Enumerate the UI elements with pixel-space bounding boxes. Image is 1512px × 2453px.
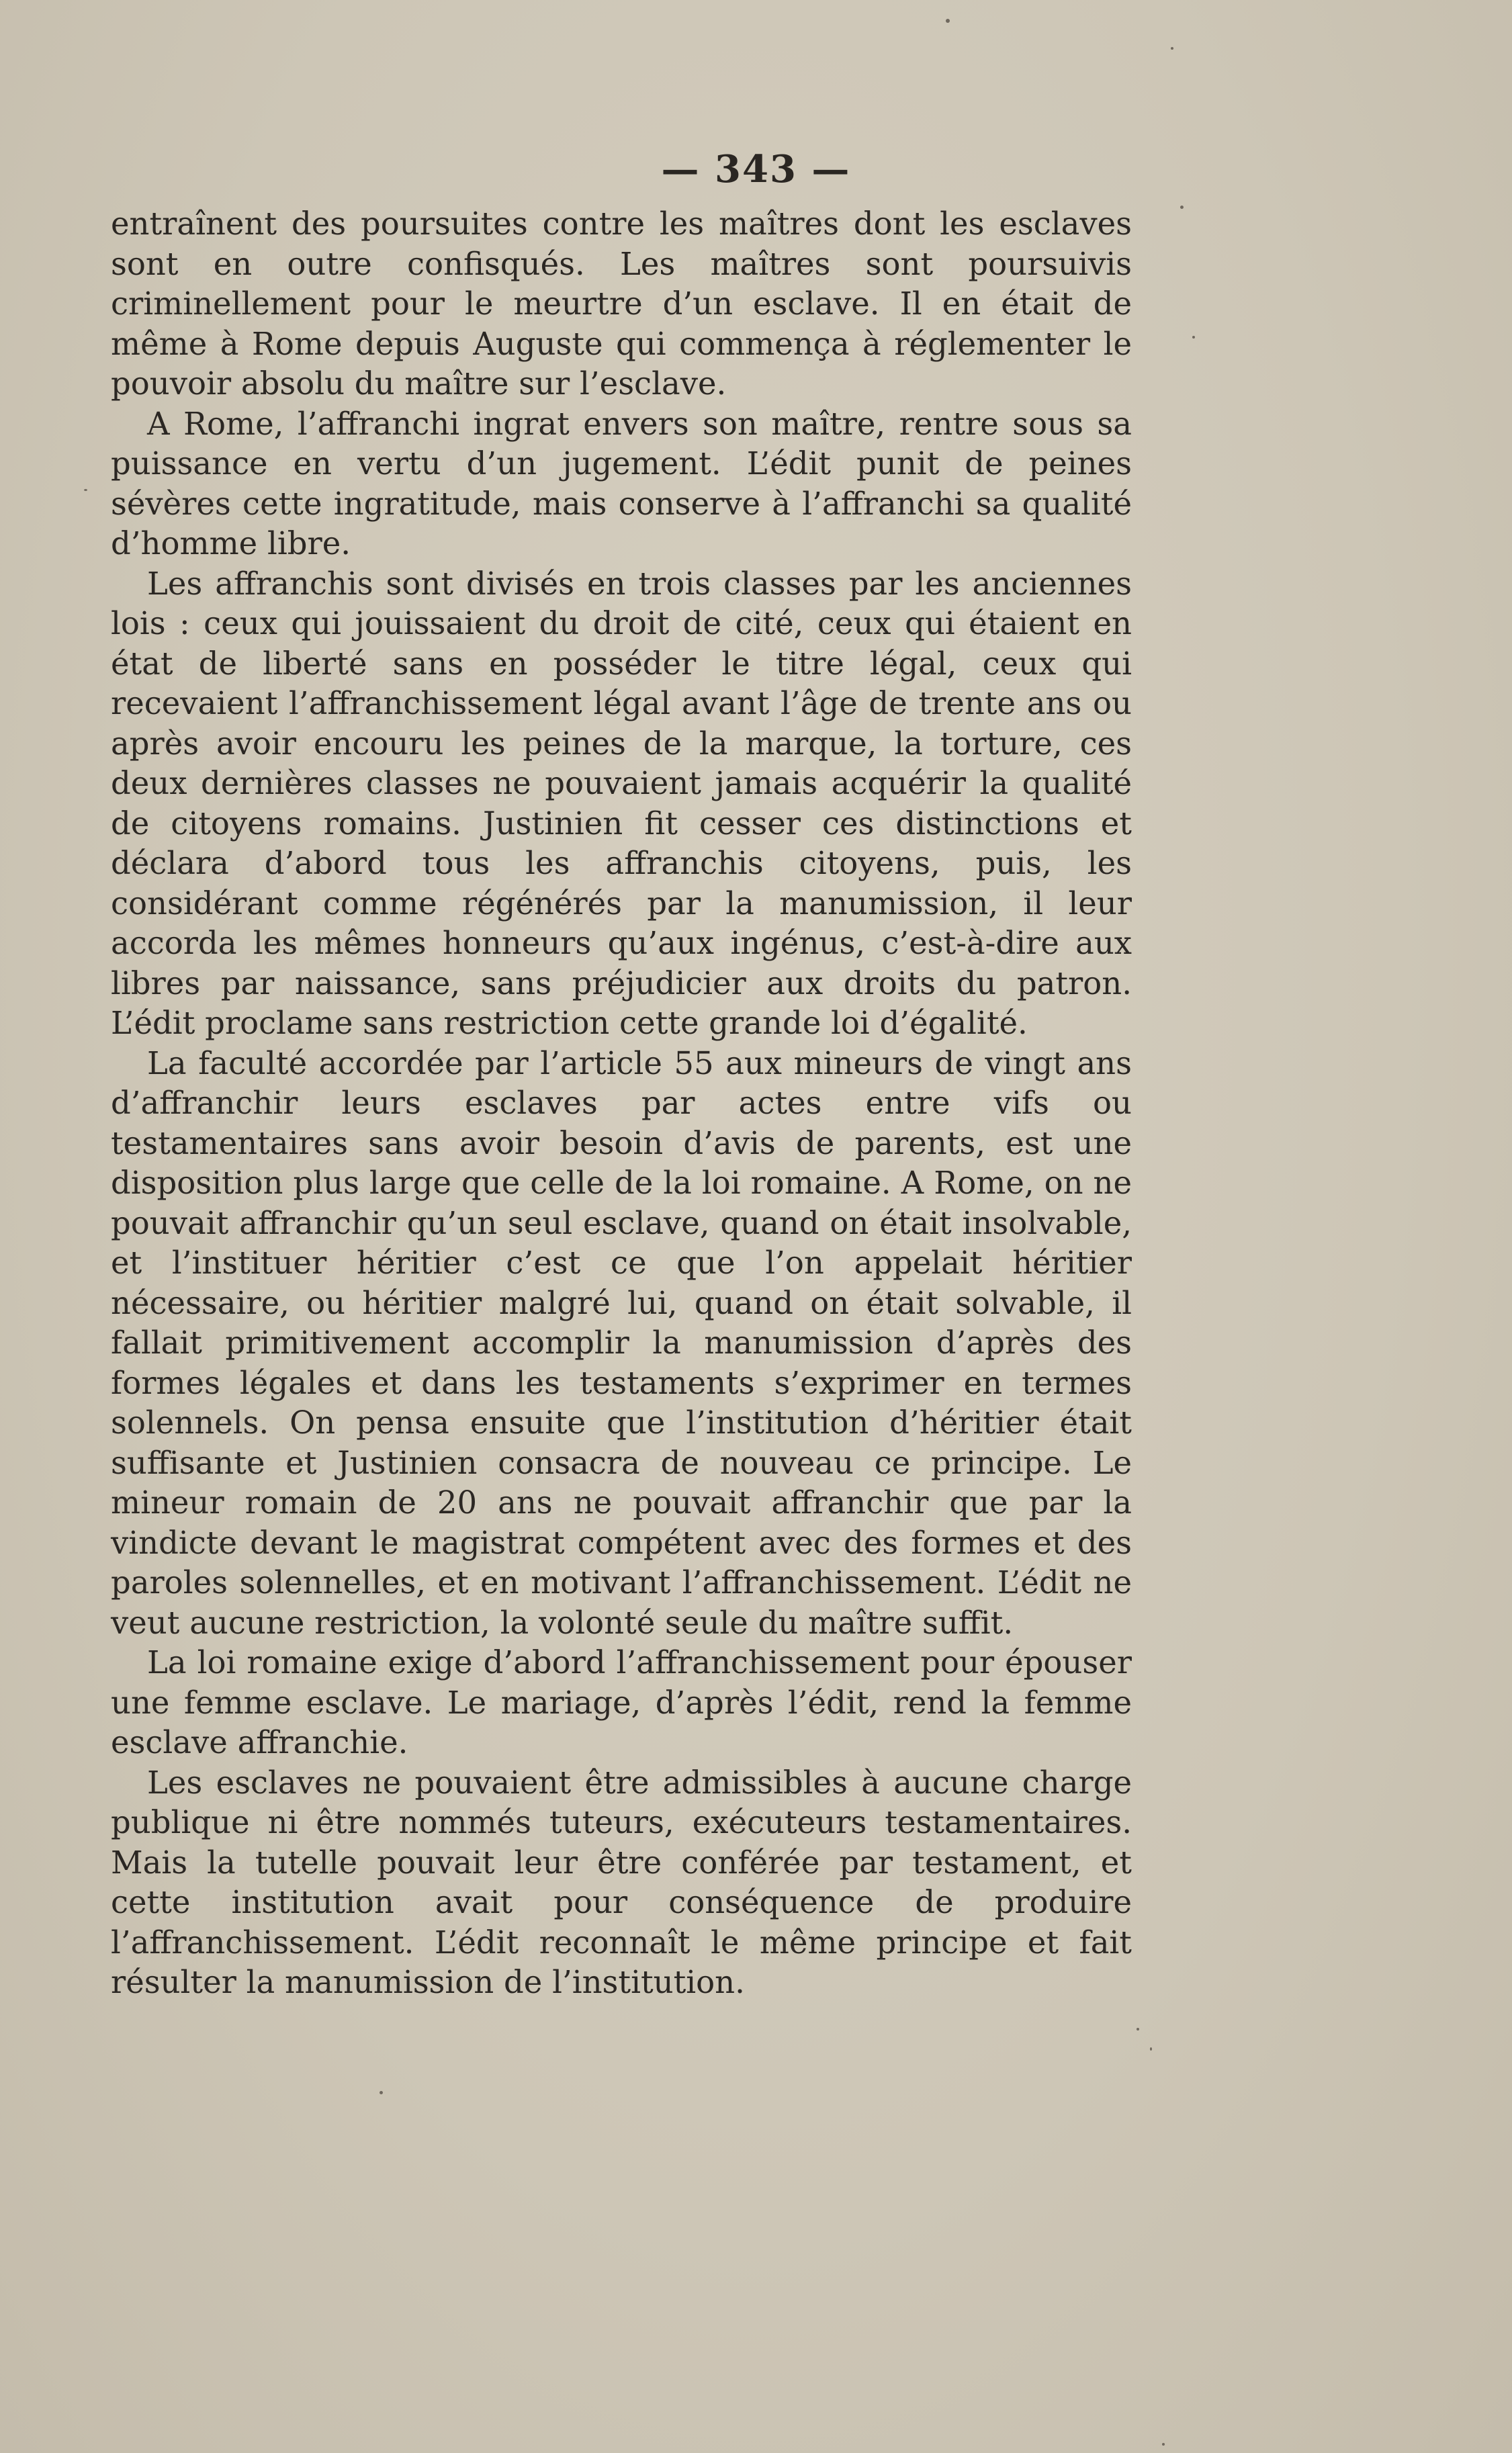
paragraph-2: A Rome, l’affranchi ingrat envers son maître, rentre sous sa puissance en vertu d’un jugement. L’édit punit de peines sévères cette ingratitude, mais conserve à l’affranchi sa qualité d’homme libre. [111,405,1132,562]
page-number: — 343 — [661,147,851,191]
paragraph-3: Les affranchis sont divisés en trois classes par les anciennes lois : ceux qui jouissaient du droit de cité, ceux qui étaient en état de liberté sans en posséder le titre légal, ceux qui recevaient l’affranchissement légal avant l’âge de trente ans ou après avoir encouru les peines de la marque, la torture, ces deux dernières classes ne pouvaient jamais acquérir la qualité de citoyens romains. Justinien fit cesser ces distinctions et déclara d’abord tous les affranchis citoyens, puis, les considérant comme régénérés par la manumission, il leur accorda les mêmes honneurs qu’aux ingénus, c’est-à-dire aux libres par naissance, sans préjudicier aux droits du patron. L’édit proclame sans restriction cette grande loi d’égalité. [111,565,1132,1041]
paragraph-6: Les esclaves ne pouvaient être admissibles à aucune charge publique ni être nommés tuteurs, exécuteurs testamentaires. Mais la tutelle pouvait leur être conférée par testament, et cette institution avait pour conséquence de produire l’affranchissement. L’édit reconnaît le même principe et fait résulter la manumission de l’institution. [111,1764,1132,2000]
paragraph-1: entraînent des poursuites contre les maîtres dont les esclaves sont en outre confisqués. Les maîtres sont poursuivis criminellement pour le meurtre d’un esclave. Il en était de même à Rome depuis Auguste qui commença à réglementer le pouvoir absolu du maître sur l’esclave. [111,206,1132,402]
paper-speck [1180,206,1184,209]
paper-speck [1162,2443,1165,2446]
paper-speck [1137,2028,1139,2031]
paper-speck [1171,47,1173,50]
paper-speck [84,489,87,491]
paragraph-5: La loi romaine exige d’abord l’affranchissement pour épouser une femme esclave. Le mariage, d’après l’édit, rend la femme esclave affranchie. [111,1644,1132,1760]
paragraph-4: La faculté accordée par l’article 55 aux mineurs de vingt ans d’affranchir leurs esclaves par actes entre vifs ou testamentaires sans avoir besoin d’avis de parents, est une disposition plus large que celle de la loi romaine. A Rome, on ne pouvait affranchir qu’un seul esclave, quand on était insolvable, et l’instituer héritier c’est ce que l’on appelait héritier nécessaire, ou héritier malgré lui, quand on était solvable, il fallait primitivement accomplir la manumission d’après des formes légales et dans les testaments s’exprimer en termes solennels. On pensa ensuite que l’institution d’héritier était suffisante et Justinien consacra de nouveau ce principe. Le mineur romain de 20 ans ne pouvait affranchir que par la vindicte devant le magistrat compétent avec des formes et des paroles solennelles, et en motivant l’affranchissement. L’édit ne veut aucune restriction, la volonté seule du maître suffit. [111,1044,1132,1641]
body-text [111,204,1132,2003]
paper-speck [1150,2047,1152,2051]
paper-speck [946,19,950,23]
paper-speck [1192,336,1195,339]
paper-speck [380,2091,383,2094]
